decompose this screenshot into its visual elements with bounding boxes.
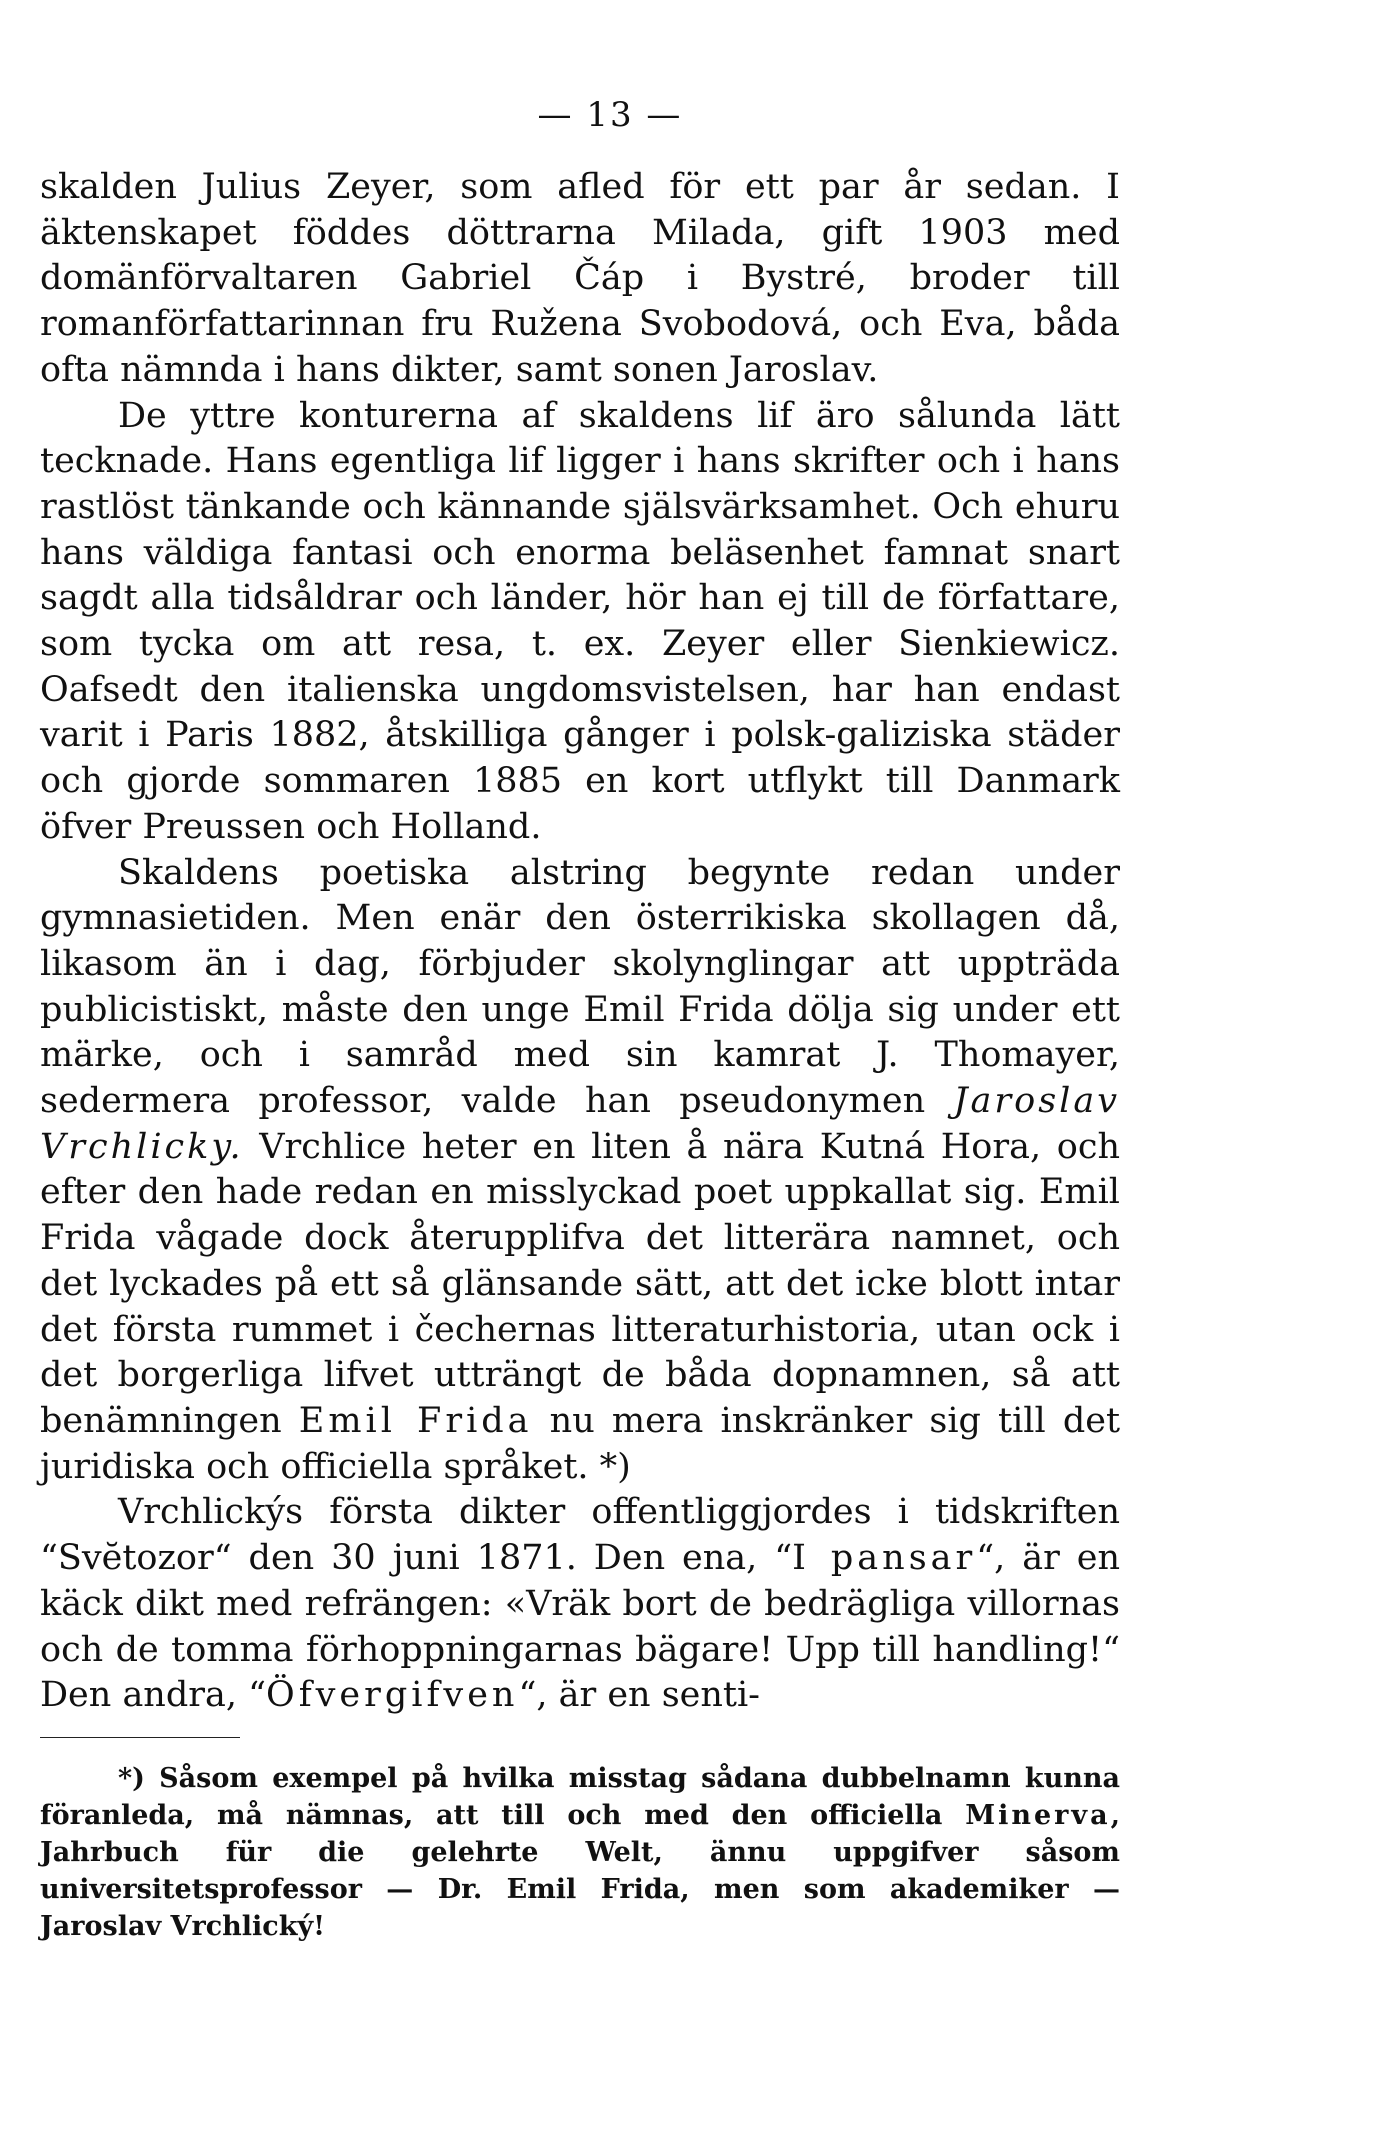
paragraph-3-text-c: nu mera inskränker sig till det juridiska och officiella språket. *) (40, 1400, 1121, 1487)
paragraph-3-text-a: Skaldens poetiska alstring begynte redan under gymnasietiden. Men enär den österrikiska skollagen då, likasom än i dag, förbjuder skolynglingar att uppträda publicistiskt, måste den unge Emil Frida dölja sig under ett märke, och i samråd med sin kamrat J. Thomayer, sedermera professor, valde han pseudonymen (40, 852, 1120, 1122)
body-text (40, 165, 1120, 1719)
footnote-text-a: *) Såsom exempel på hvilka misstag sådana dubbelnamn kunna föranleda, må nämnas, att till och med den officiella (40, 1762, 1120, 1831)
paragraph-3-text-b: Vrchlice heter en liten å nära Kutná Hora, och efter den hade redan en misslyckad poet uppkallat sig. Emil Frida vågade dock återupplifva det litterära namnet, och det lyckades på ett så glänsande sätt, att det icke blott intar det första rummet i čechernas litteraturhistoria, utan ock i det borgerliga lifvet utträngt de båda dopnamnen, så att benämningen (40, 1126, 1120, 1441)
pseudonym: Jaroslav Vrchlicky. (40, 1081, 1120, 1167)
emphasized-name: Emil Frida (298, 1400, 533, 1441)
footnote-divider (40, 1737, 240, 1738)
footnote-text-b: , Jahrbuch für die gelehrte Welt, ännu uppgifver såsom universitetsprofessor — Dr. Emil Frida, men som akademiker — Jaroslav Vrchlický! (40, 1799, 1120, 1942)
footnote (40, 1760, 1120, 1945)
poem-title-2: Öfvergifven (266, 1675, 519, 1716)
page-number: — 13 — (537, 95, 683, 135)
paragraph-4-text-a: Vrchlickýs första dikter offentliggjordes i tidskriften “Svĕtozor“ den 30 juni 1871. Den ena, “ (40, 1492, 1120, 1579)
paragraph-4-text-c: “, är en senti- (518, 1675, 761, 1716)
footnote-minerva: Minerva (965, 1799, 1111, 1831)
paragraph-3 (40, 851, 1120, 1491)
poem-title-1: I pansar (792, 1538, 977, 1579)
paragraph-4 (40, 1490, 1120, 1719)
paragraph-4-text-b: “, är en käck dikt med refrängen: «Vräk bort de bedrägliga villornas och de tomma förhoppningarnas bägare! Upp till handling!“ Den andra, “ (40, 1538, 1121, 1716)
book-page (40, 95, 1120, 1945)
paragraph-1: skalden Julius Zeyer, som afled för ett par år sedan. I äktenskapet föddes döttrarna Milada, gift 1903 med domänförvaltaren Gabriel Čáp i Bystré, broder till romanförfattarinnan fru Ružena Svobodová, och Eva, båda ofta nämnda i hans dikter, samt sonen Jaroslav. (40, 167, 1120, 390)
paragraph-2: De yttre konturerna af skaldens lif äro sålunda lätt tecknade. Hans egentliga lif ligger i hans skrifter och i hans rastlöst tänkande och kännande själsvärksamhet. Och ehuru hans väldiga fantasi och enorma beläsenhet famnat snart sagdt alla tidsåldrar och länder, hör han ej till de författare, som tycka om att resa, t. ex. Zeyer eller Sienkiewicz. Oafsedt den italienska ungdomsvistelsen, har han endast varit i Paris 1882, åtskilliga gånger i polsk-galiziska städer och gjorde sommaren 1885 en kort utflykt till Danmark öfver Preussen och Holland. (40, 395, 1120, 847)
